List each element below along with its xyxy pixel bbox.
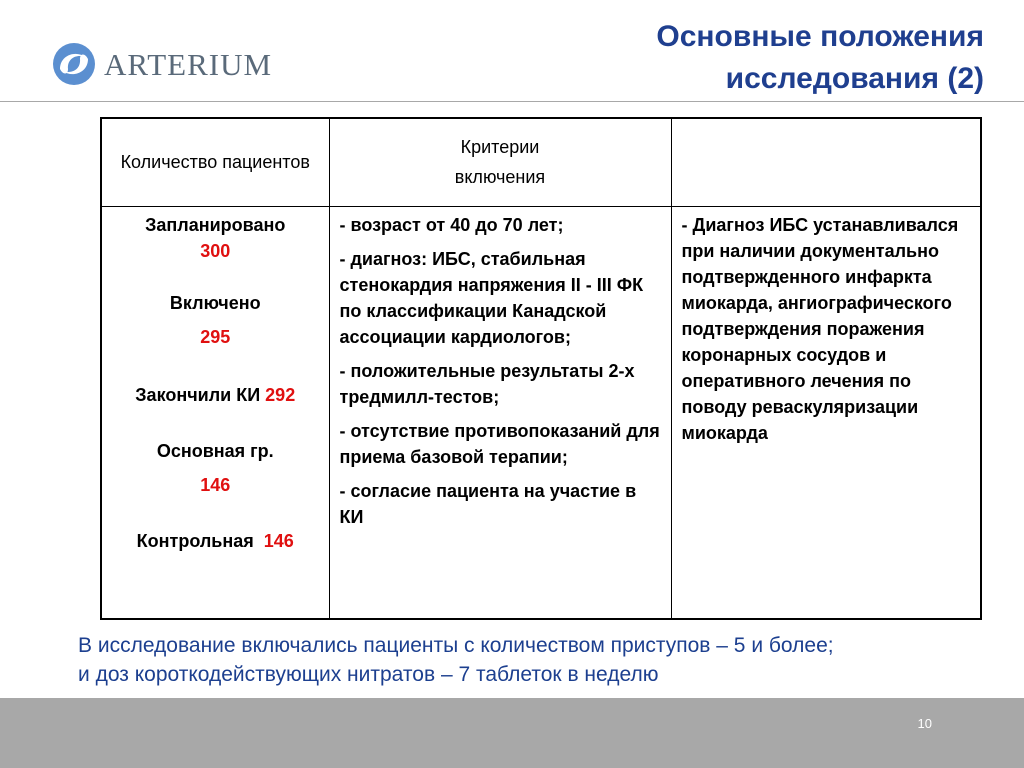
header-inclusion-line-2: включения (454, 167, 546, 188)
criteria-item: - возраст от 40 до 70 лет; (339, 214, 564, 235)
included-value: 295 (200, 326, 231, 347)
main-group-label: Основная гр. (156, 440, 274, 461)
criteria-item: - диагноз: ИБС, стабильная стенокардия напряжения II - III ФК по классификации Канадской ассоциации кардиологов; (339, 248, 644, 347)
header-inclusion-criteria (329, 118, 671, 206)
header-patients-count-text: Количество пациентов (120, 152, 310, 173)
footnote-line-2: и доз короткодействующих нитратов – 7 таблеток в неделю (78, 663, 659, 686)
included-label: Включено (169, 292, 261, 313)
header-empty (671, 118, 981, 206)
main-group-value: 146 (200, 474, 231, 495)
control-value: 146 (263, 530, 294, 551)
spacer (106, 408, 325, 434)
table-header-row (101, 118, 981, 206)
slide-title-line-1: Основные положения (656, 20, 984, 53)
diagnosis-note-cell (671, 206, 981, 619)
planned-label: Запланировано (145, 214, 286, 235)
footnote (78, 631, 1018, 689)
spacer (106, 498, 325, 524)
footnote-line-1: В исследование включались пациенты с количеством приступов – 5 и более; (78, 634, 834, 657)
header-divider (0, 101, 1024, 102)
page-number: 10 (917, 716, 932, 731)
table-body-row (101, 206, 981, 619)
control-label: Контрольная (136, 530, 254, 551)
slide-title-line-2: исследования (2) (725, 62, 984, 95)
header-inclusion-line-1: Критерии (460, 137, 540, 158)
footer-bar (0, 698, 1024, 768)
spacer (106, 264, 325, 290)
control-row (106, 528, 325, 554)
finished-row (106, 382, 325, 408)
slide-title (656, 16, 984, 100)
arterium-swirl-icon (52, 42, 96, 86)
company-logo (52, 42, 272, 86)
inclusion-criteria-cell (329, 206, 671, 619)
diagnosis-note: - Диагноз ИБС устанавливался при наличии документально подтвержденного инфаркта миокарда, ангиографического подтверждения поражения коронарных сосудов и оперативного лечения по поводу реваскуляризации миокарда (681, 214, 959, 443)
criteria-item: - согласие пациента на участие в КИ (339, 480, 637, 527)
header-patients-count (101, 118, 329, 206)
patient-counts-cell (101, 206, 329, 619)
planned-value: 300 (200, 240, 231, 261)
study-criteria-table (100, 117, 982, 620)
logo-text: ARTERIUM (104, 46, 273, 82)
finished-value: 292 (265, 384, 296, 405)
criteria-item: - отсутствие противопоказаний для приема базовой терапии; (339, 420, 660, 467)
finished-label: Закончили КИ (135, 384, 261, 405)
criteria-item: - положительные результаты 2-х тредмилл-тестов; (339, 360, 635, 407)
spacer (106, 350, 325, 376)
